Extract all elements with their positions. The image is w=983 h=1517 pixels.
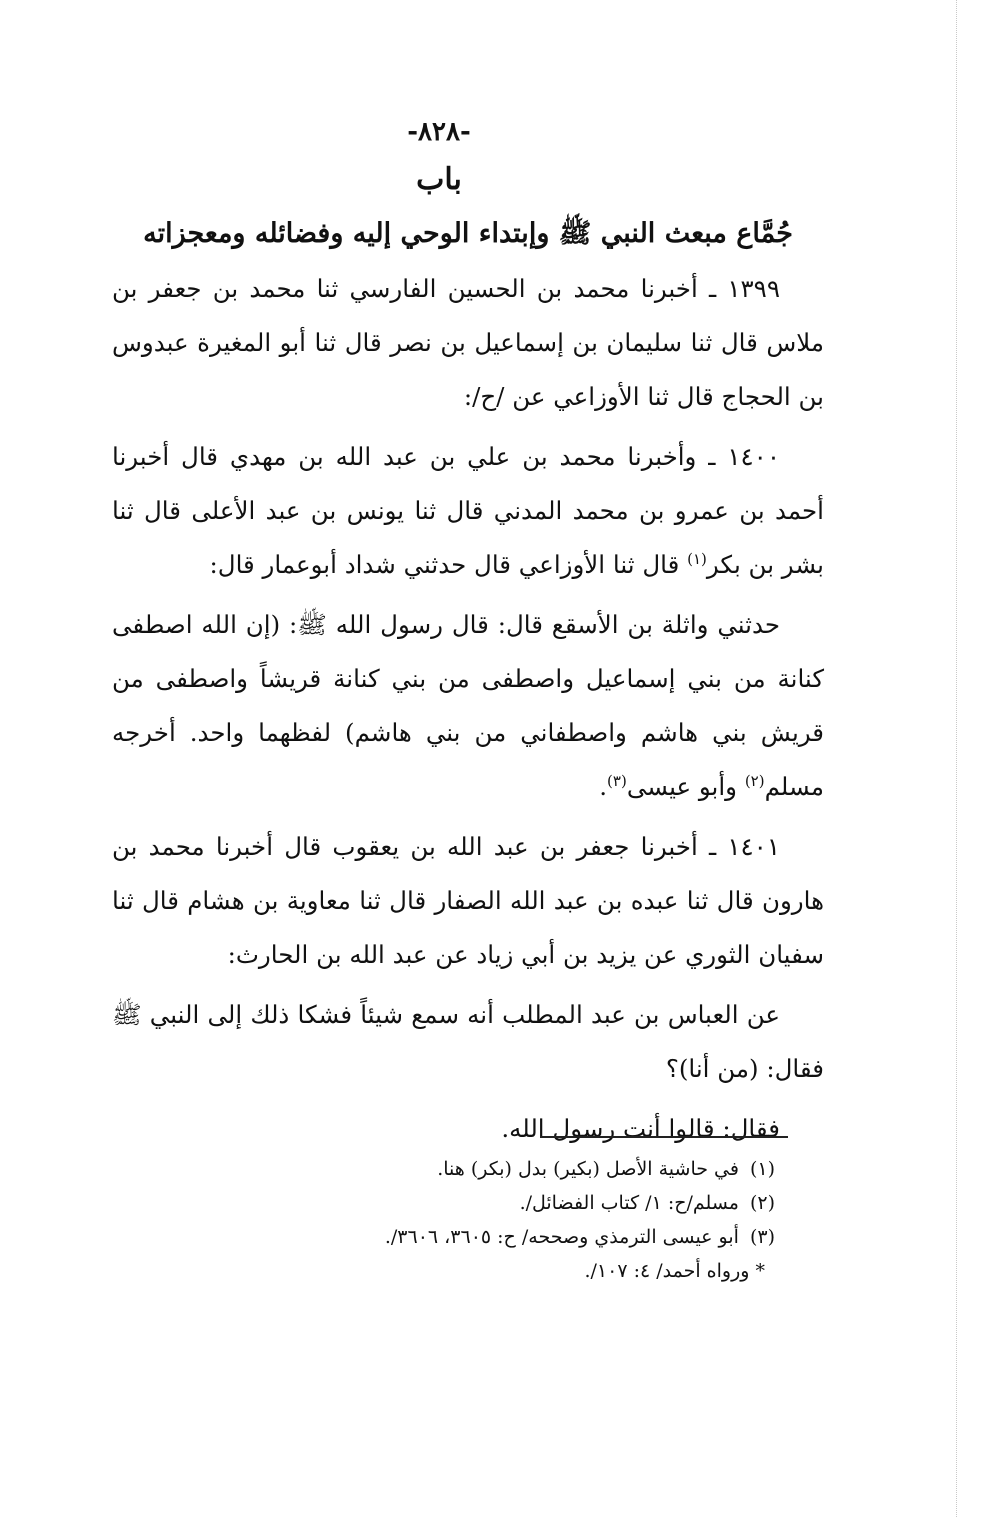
footnote-number: (٣) [749,1226,775,1248]
hadith-abbas: عن العباس بن عبد المطلب أنه سمع شيئاً فشكا ذلك إلى النبي ﷺ فقال: (من أنا)؟ [112,1000,824,1083]
footnote-ref-2[interactable]: (٢) [744,771,765,790]
hadith-1401: ١٤٠١ ـ أخبرنا جعفر بن عبد الله بن يعقوب قال أخبرنا محمد بن هارون قال ثنا عبده بن عبد الله الصفار قال ثنا معاوية بن هشام قال ثنا سفيان الثوري عن يزيد بن أبي زياد عن عبد الله بن الحارث: [112,832,824,969]
hadith-text-end: . [599,772,608,801]
footnote-1 [215,1152,775,1186]
footnote-text: مسلم/ح: ١/ كتاب الفضائل/. [519,1192,739,1214]
hadith-1400 [112,430,824,592]
main-text [112,110,824,1156]
footnote-text: ورواه أحمد/ ٤: ١٠٧/. [584,1260,750,1282]
hadith-text-body: حدثني واثلة بن الأسقع قال: قال رسول الله ﷺ: (إن الله اصطفى كنانة من بني إسماعيل واصطفى من بني كنانة قريشاً واصطفى من قريش بني هاشم واصطفاني من بني هاشم) لفظهما واحد. أخرجه مسلم [112,610,824,801]
footnote-number: (١) [749,1158,775,1180]
footnote-separator [540,1136,788,1138]
page-edge-line [955,0,957,1517]
hadith-reply: فقال: قالوا أنت رسول الله. [501,1114,780,1143]
hadith-text [112,598,824,814]
footnote-number: (٢) [749,1192,775,1214]
hadith-1400-tail: قال ثنا الأوزاعي قال حدثني شداد أبوعمار قال: [209,550,680,579]
chapter-title: جُمَّاع مبعث النبي ﷺ وإبتداء الوحي إليه وفضائله ومعجزاته [143,218,793,249]
footnote-extra [215,1254,775,1288]
chapter-heading: باب [416,162,462,197]
footnotes [215,1152,775,1288]
footnote-text: أبو عيسى الترمذي وصححه/ ح: ٣٦٠٥، ٣٦٠٦/. [384,1226,739,1248]
footnote-2 [215,1186,775,1220]
hadith-1400-text: ١٤٠٠ ـ وأخبرنا محمد بن علي بن عبد الله بن مهدي قال أخبرنا أحمد بن عمرو بن محمد المدني قال ثنا يونس بن عبد الأعلى قال ثنا بشر بن بكر [112,442,824,579]
footnote-star: * [755,1260,765,1282]
page-number: -٨٢٨- [407,117,471,147]
footnote-ref-3[interactable]: (٣) [607,771,627,790]
footnote-text: في حاشية الأصل (بكير) بدل (بكر) هنا. [437,1158,739,1180]
hadith-text-mid: وأبو عيسى [626,772,738,801]
hadith-1399: ١٣٩٩ ـ أخبرنا محمد بن الحسين الفارسي ثنا محمد بن جعفر بن ملاس قال ثنا سليمان بن إسماعيل بن نصر قال ثنا أبو المغيرة عبدوس بن الحجاج قال ثنا الأوزاعي عن /ح/: [112,274,824,411]
footnote-3 [215,1220,775,1254]
footnote-ref-1[interactable]: (١) [687,549,707,568]
